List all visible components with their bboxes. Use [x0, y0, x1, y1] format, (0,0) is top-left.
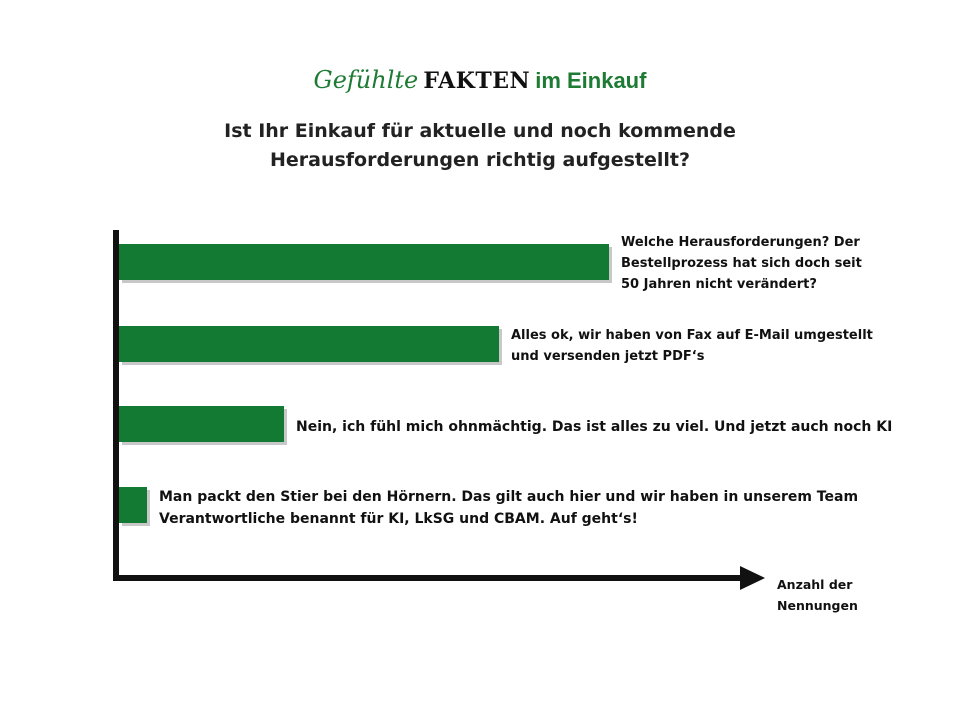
bar-label-line: Nein, ich fühl mich ohnmächtig. Das ist alles zu viel. Und jetzt auch noch KI	[296, 419, 893, 435]
subtitle-line-2: Herausforderungen richtig aufgestellt?	[269, 149, 691, 171]
bar-label-line: Verantwortliche benannt für KI, LkSG und CBAM. Auf geht‘s!	[159, 511, 638, 527]
bar-label-line: Welche Herausforderungen? Der	[621, 235, 860, 250]
bar-label-2	[511, 325, 873, 367]
bar-label-line: Alles ok, wir haben von Fax auf E-Mail umgestellt	[511, 328, 873, 343]
x-axis-label	[777, 574, 897, 616]
bar-label-line: Man packt den Stier bei den Hörnern. Das gilt auch hier und wir haben in unserem Team	[159, 489, 859, 505]
bar-1	[119, 244, 609, 280]
bar-label-4	[159, 486, 858, 530]
bar-label-line: 50 Jahren nicht verändert?	[621, 277, 817, 292]
x-axis-label-line-1: Anzahl der	[777, 577, 853, 592]
bars-group	[119, 244, 612, 526]
bar-label-3	[296, 416, 892, 438]
title-part-2: FAKTEN	[423, 68, 531, 94]
bar-4	[119, 487, 147, 523]
bar-label-1	[621, 232, 862, 295]
title-part-1: Gefühlte	[313, 66, 419, 94]
bar-label-line: und versenden jetzt PDF‘s	[511, 349, 705, 364]
bar-3	[119, 406, 284, 442]
title-part-3: im Einkauf	[535, 68, 647, 93]
x-axis-arrow-head	[740, 566, 765, 590]
x-axis-label-line-2: Nennungen	[777, 598, 858, 613]
bar-2	[119, 326, 499, 362]
bar-label-line: Bestellprozess hat sich doch seit	[621, 256, 862, 271]
subtitle-line-1: Ist Ihr Einkauf für aktuelle und noch kommende	[224, 120, 736, 142]
